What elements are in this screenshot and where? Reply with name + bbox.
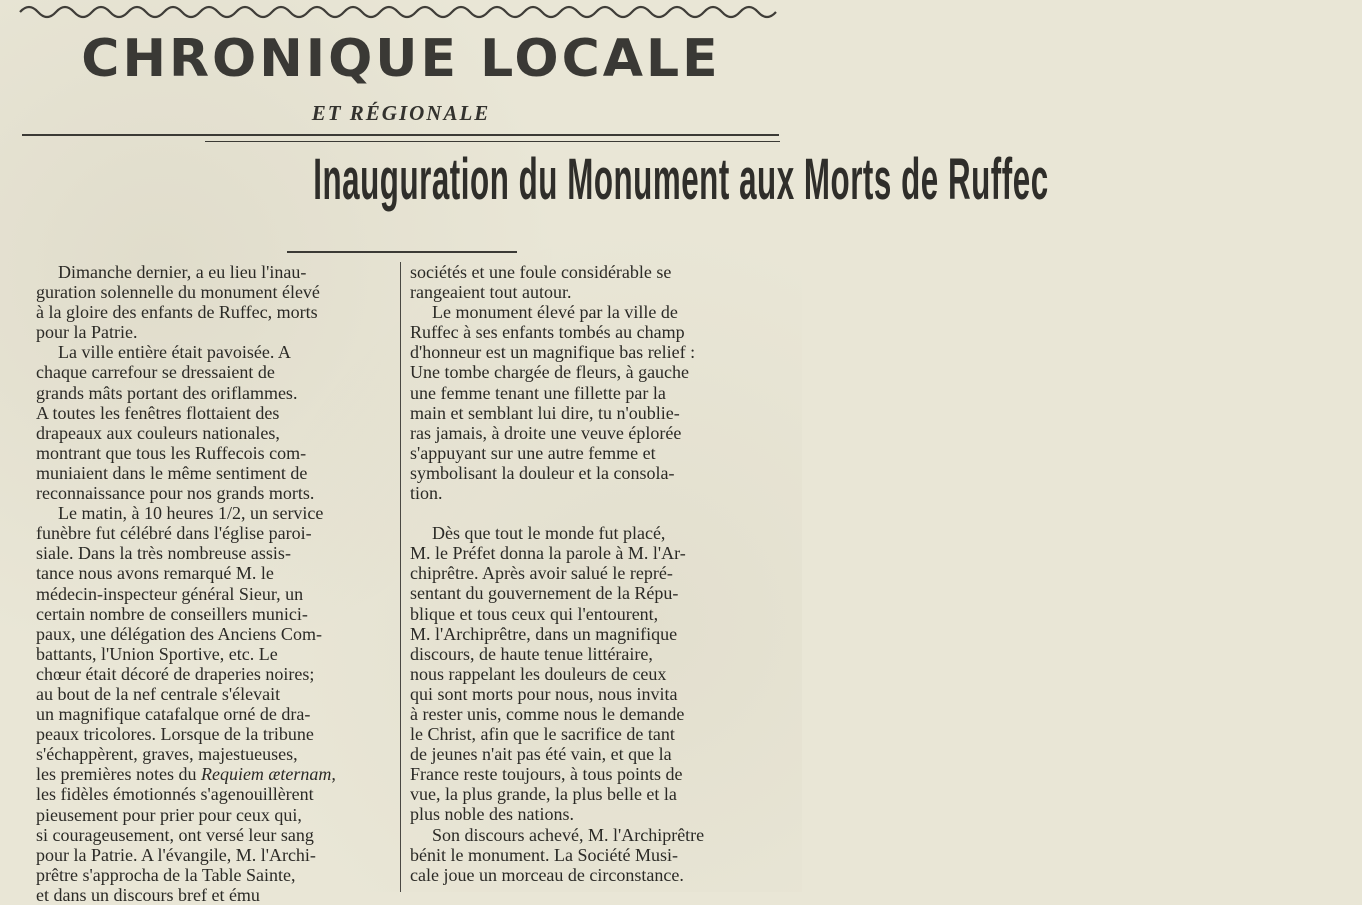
- text-line: chœur était décoré de draperies noires;: [36, 663, 315, 684]
- text-line: pour la Patrie. A l'évangile, M. l'Archi-: [36, 844, 316, 865]
- text-line: Le monument élevé par la ville de: [432, 302, 678, 323]
- text-line: s'échappèrent, graves, majestueuses,: [36, 744, 298, 765]
- text-line: plus noble des nations.: [410, 804, 574, 825]
- text-line: paux, une délégation des Anciens Com-: [36, 623, 322, 644]
- text-line: ras jamais, à droite une veuve éplorée: [410, 422, 682, 443]
- text-line: discours, de haute tenue littéraire,: [410, 643, 653, 664]
- text-line: siale. Dans la très nombreuse assis-: [36, 543, 291, 564]
- text-line: A toutes les fenêtres flottaient des: [36, 402, 280, 423]
- text-line: tion.: [410, 483, 443, 504]
- text-line: Son discours achevé, M. l'Archiprêtre: [432, 824, 705, 845]
- text-line: certain nombre de conseillers munici-: [36, 603, 308, 624]
- column-divider: [400, 262, 401, 892]
- text-line: chaque carrefour se dressaient de: [36, 362, 275, 383]
- requiem-prefix: les premières notes du: [36, 764, 201, 785]
- text-line: tance nous avons remarqué M. le: [36, 563, 274, 584]
- text-line: et dans un discours bref et ému: [36, 884, 260, 905]
- text-line: nous rappelant les douleurs de ceux: [410, 663, 667, 684]
- text-line: à rester unis, comme nous le demande: [410, 703, 685, 724]
- text-line: rangeaient tout autour.: [410, 282, 572, 303]
- text-line: s'appuyant sur une autre femme et: [410, 442, 656, 463]
- title-rule-bottom: [205, 141, 780, 142]
- text-line: grands mâts portant des oriflammes.: [36, 382, 298, 403]
- text-line: d'honneur est un magnifique bas relief :: [410, 342, 696, 363]
- text-line: blique et tous ceux qui l'entourent,: [410, 603, 659, 624]
- text-line: Dès que tout le monde fut placé,: [432, 523, 666, 544]
- text-line: un magnifique catafalque orné de dra-: [36, 704, 311, 725]
- section-subtitle: ET RÉGIONALE: [311, 101, 491, 125]
- title-rule-top: [22, 134, 779, 136]
- article-headline: [0, 147, 1049, 212]
- headline-rule: [287, 251, 517, 253]
- text-line: les fidèles émotionnés s'agenouillèrent: [36, 784, 314, 805]
- text-line: Le matin, à 10 heures 1/2, un service: [58, 503, 324, 524]
- text-line: funèbre fut célébré dans l'église paroi-: [36, 523, 312, 544]
- paragraph-gap: [410, 503, 782, 523]
- text-line: à la gloire des enfants de Ruffec, morts: [36, 302, 318, 323]
- text-line: une femme tenant une fillette par la: [410, 382, 666, 403]
- text-line: de jeunes n'ait pas été vain, et que la: [410, 744, 672, 765]
- text-line: France reste toujours, à tous points de: [410, 764, 683, 785]
- text-line: reconnaissance pour nos grands morts.: [36, 483, 315, 504]
- text-line: au bout de la nef centrale s'élevait: [36, 683, 281, 704]
- text-line: vue, la plus grande, la plus belle et la: [410, 784, 677, 805]
- text-line: symbolisant la douleur et la consola-: [410, 462, 675, 483]
- text-line: prêtre s'approcha de la Table Sainte,: [36, 864, 296, 885]
- article-column-left: [36, 262, 389, 905]
- text-line: La ville entière était pavoisée. A: [58, 342, 291, 363]
- text-line: M. le Préfet donna la parole à M. l'Ar-: [410, 543, 686, 564]
- text-line: médecin-inspecteur général Sieur, un: [36, 583, 304, 604]
- text-line: bénit le monument. La Société Musi-: [410, 844, 678, 865]
- text-line: Une tombe chargée de fleurs, à gauche: [410, 362, 690, 383]
- section-title: CHRONIQUE LOCALE: [81, 29, 721, 89]
- text-line: pieusement pour prier pour ceux qui,: [36, 804, 302, 825]
- text-line: le Christ, afin que le sacrifice de tant: [410, 724, 675, 745]
- text-line: guration solennelle du monument élevé: [36, 282, 320, 303]
- text-line: cale joue un morceau de circonstance.: [410, 864, 684, 885]
- text-line: main et semblant lui dire, tu n'oublie-: [410, 402, 680, 423]
- article-headline-text: Inauguration du Monument aux Morts de Ruffec: [313, 147, 1049, 212]
- article-column-right: [410, 262, 782, 885]
- top-wavy-border: [20, 0, 785, 22]
- text-line: si courageusement, ont versé leur sang: [36, 824, 314, 845]
- text-line: sociétés et une foule considérable se: [410, 262, 672, 282]
- text-line: drapeaux aux couleurs nationales,: [36, 422, 280, 443]
- text-line: montrant que tous les Ruffecois com-: [36, 442, 307, 463]
- text-line: pour la Patrie.: [36, 322, 138, 343]
- text-line: Ruffec à ses enfants tombés au champ: [410, 322, 685, 343]
- text-line: battants, l'Union Sportive, etc. Le: [36, 643, 278, 664]
- text-line: qui sont morts pour nous, nous invita: [410, 683, 678, 704]
- text-line: muniaient dans le même sentiment de: [36, 462, 308, 483]
- text-line: Dimanche dernier, a eu lieu l'inau-: [58, 262, 307, 282]
- text-line: chiprêtre. Après avoir salué le repré-: [410, 563, 673, 584]
- text-line: M. l'Archiprêtre, dans un magnifique: [410, 623, 678, 644]
- text-line: peaux tricolores. Lorsque de la tribune: [36, 724, 314, 745]
- text-line: sentant du gouvernement de la Répu-: [410, 583, 679, 604]
- text-line-requiem: [36, 764, 389, 784]
- requiem-title: Requiem æternam,: [200, 764, 336, 785]
